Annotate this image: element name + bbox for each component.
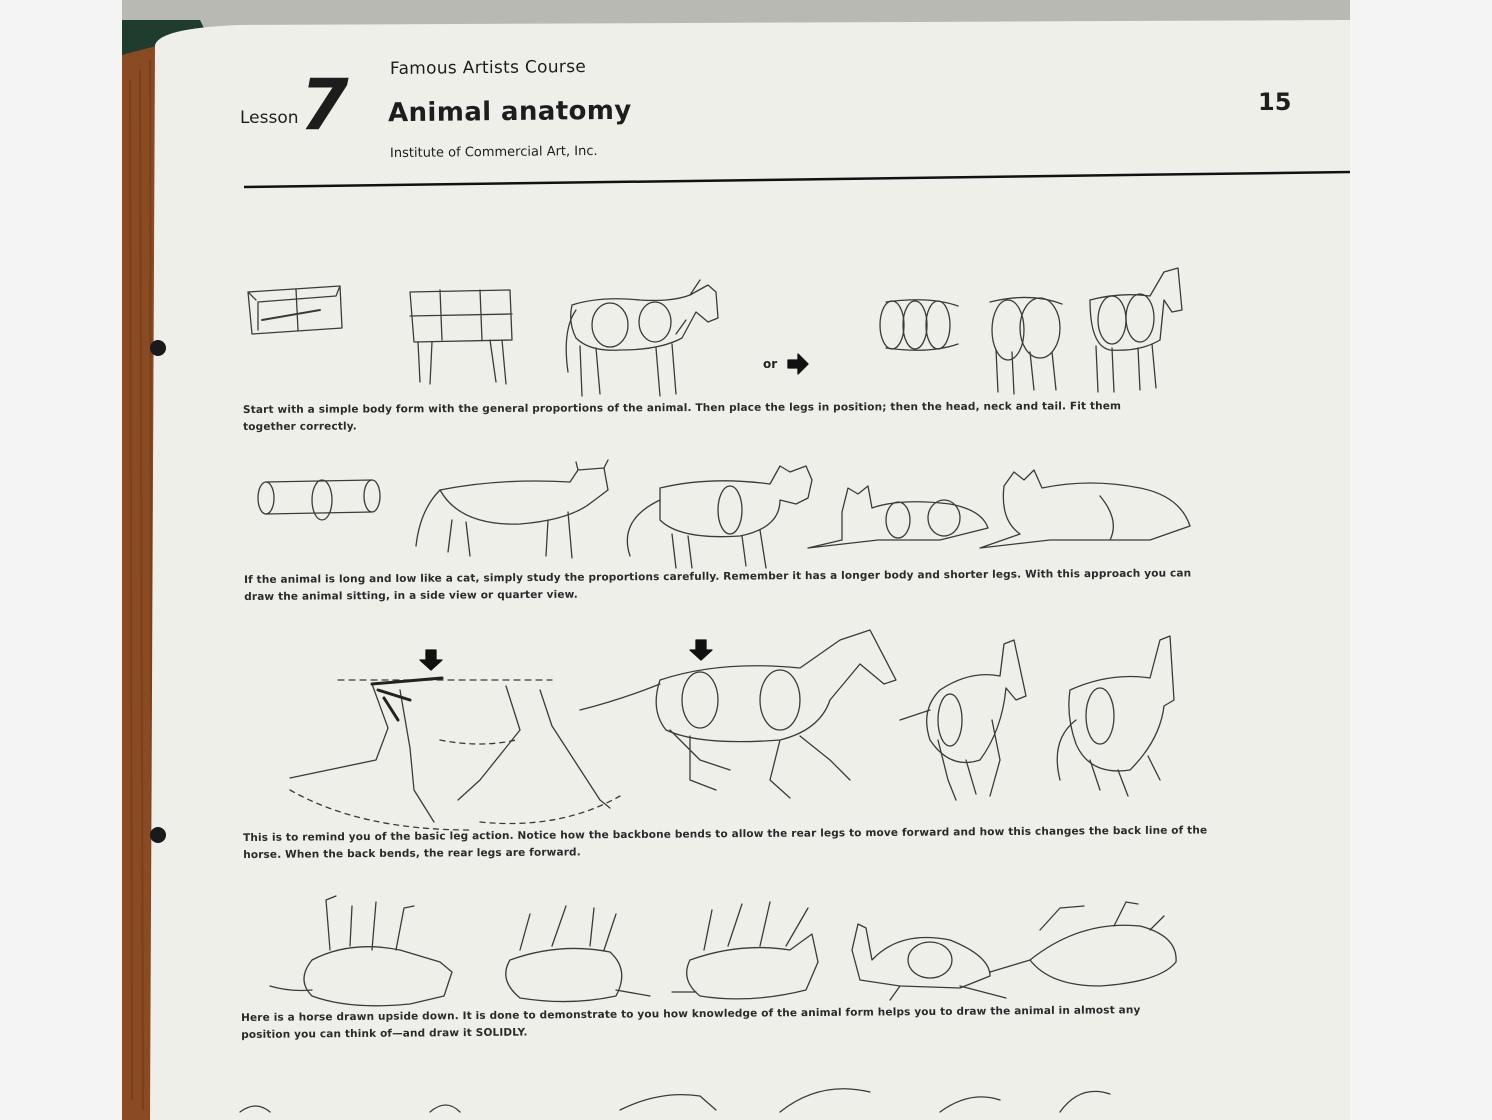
caption-cat-proportions: If the animal is long and low like a cat, simply study the proportions carefully. Remember it has a longer body and shorter legs. With this approach you can draw the animal sitting, in a side view or quarter view. xyxy=(244,567,1192,603)
page-number: 15 xyxy=(1258,88,1292,116)
publisher-name: Institute of Commercial Art, Inc. xyxy=(389,143,598,162)
caption-body-form: Start with a simple body form with the general proportions of the animal. Then place the legs in position; then the head, neck and tail. Fit them together correctly. xyxy=(243,400,1122,433)
binder-ring-top xyxy=(150,340,166,356)
binder-ring-bottom xyxy=(150,827,166,843)
right-background xyxy=(1350,0,1492,1120)
course-name: Famous Artists Course xyxy=(389,56,587,80)
left-background xyxy=(0,0,122,1120)
lesson-number: 7 xyxy=(300,64,349,146)
caption-leg-action: This is to remind you of the basic leg action. Notice how the backbone bends to allow the rear legs to move forward and how this changes the back line of the horse. When the back bends, the rear legs are forward. xyxy=(243,824,1208,861)
caption-upside-down-emphasis: and draw it SOLIDLY. xyxy=(402,1026,528,1040)
caption-upside-down-text: Here is a horse drawn upside down. It is done to demonstrate to you how knowledge of the animal form helps you to draw the animal in almost any position you can think of— xyxy=(241,1004,1141,1041)
or-label: or xyxy=(763,357,778,371)
page-title: Animal anatomy xyxy=(387,95,632,129)
lesson-label: Lesson xyxy=(240,108,299,128)
